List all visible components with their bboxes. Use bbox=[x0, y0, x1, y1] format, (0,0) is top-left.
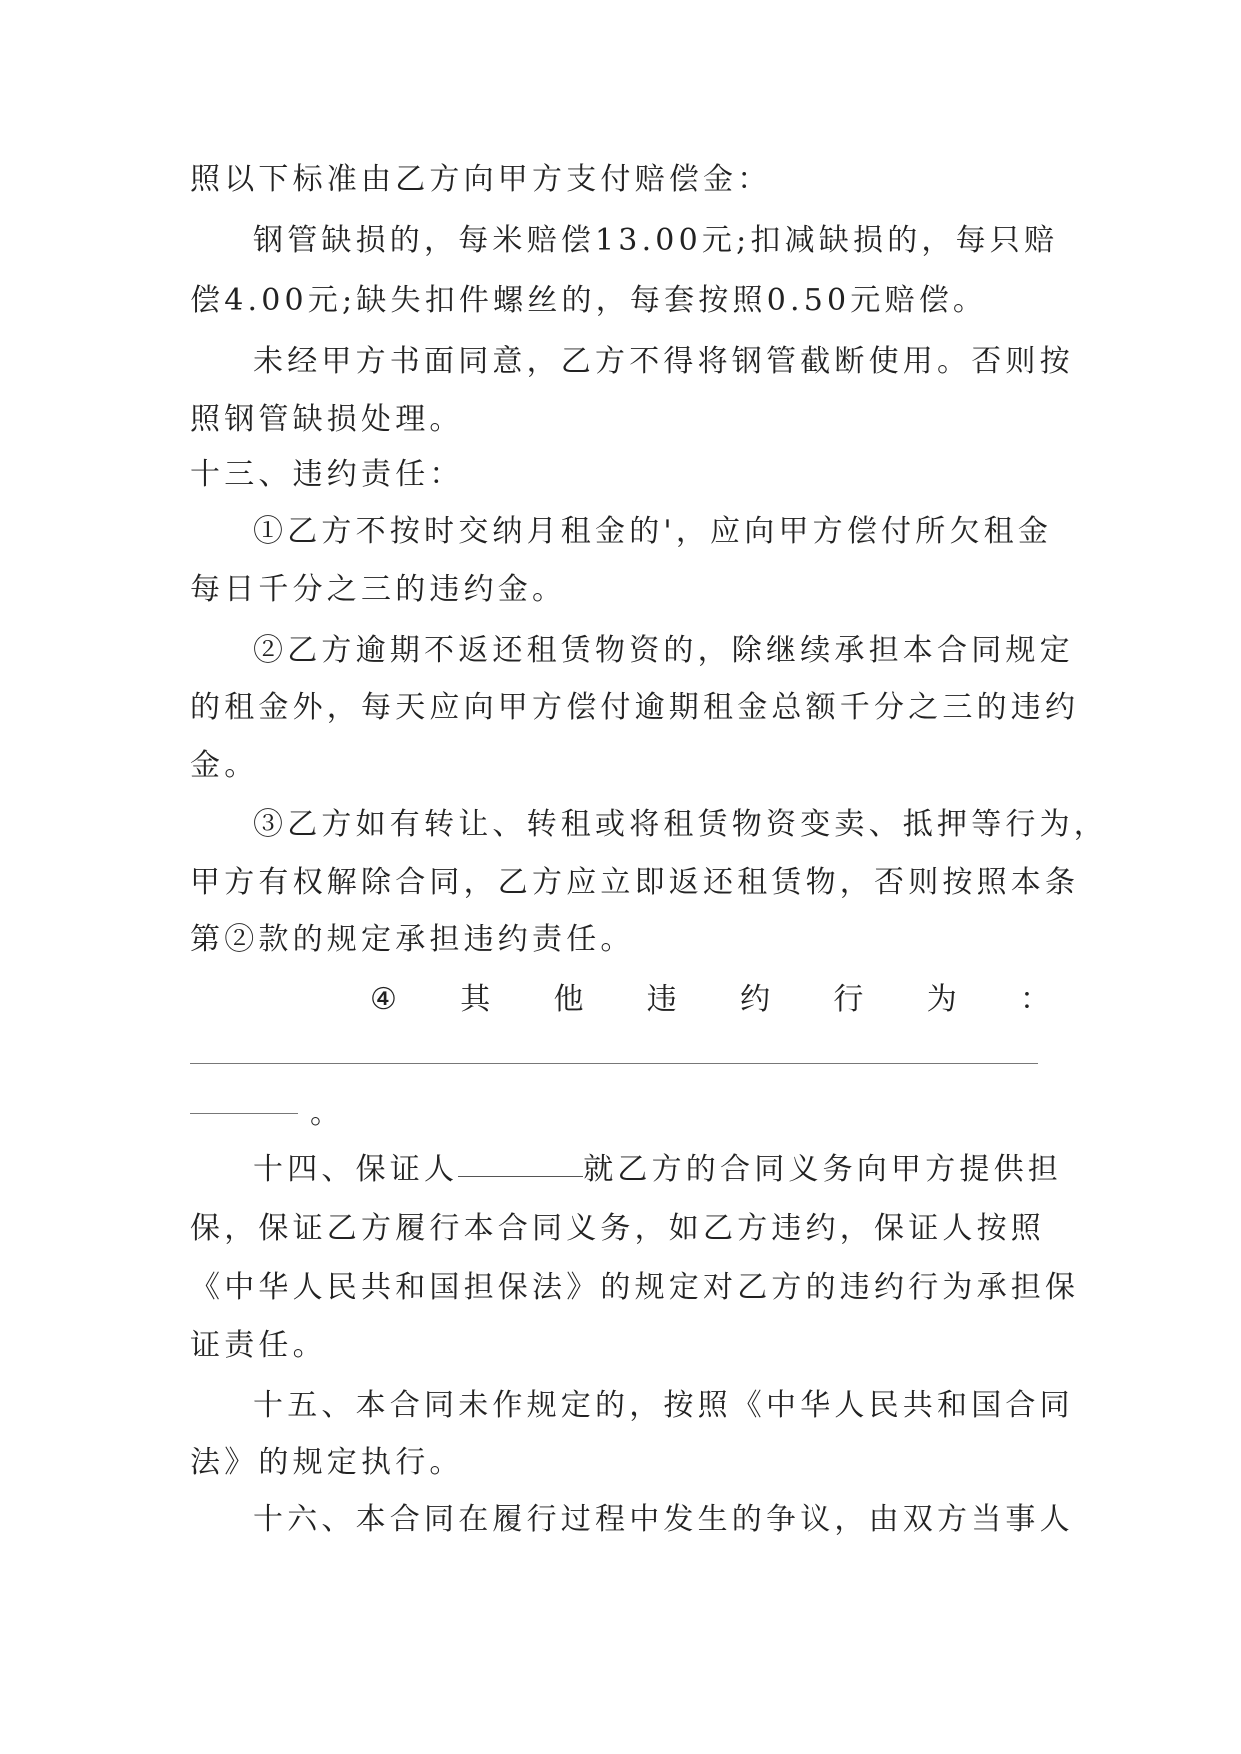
guarantor-line bbox=[253, 1150, 1063, 1190]
char: ： bbox=[1019, 982, 1050, 1017]
text-line: 照以下标准由乙方向甲方支付赔偿金： bbox=[190, 162, 772, 197]
other-breach-line bbox=[370, 980, 1050, 1020]
char: 违 bbox=[646, 982, 677, 1017]
text-line: 十五、本合同未作规定的，按照《中华人民共和国合同 bbox=[253, 1388, 1074, 1423]
text-segment: 就乙方的合同义务向甲方提供担 bbox=[583, 1152, 1063, 1187]
text-line: 照钢管缺损处理。 bbox=[190, 402, 464, 437]
char: 约 bbox=[740, 982, 771, 1017]
text-line: 十六、本合同在履行过程中发生的争议，由双方当事人 bbox=[253, 1502, 1074, 1537]
char: 他 bbox=[553, 982, 584, 1017]
text-line: ③乙方如有转让、转租或将租赁物资变卖、抵押等行为， bbox=[253, 807, 1108, 842]
text-line: ②乙方逾期不返还租赁物资的，除继续承担本合同规定 bbox=[253, 633, 1074, 668]
text-line: 每日千分之三的违约金。 bbox=[190, 572, 567, 607]
period-mark: 。 bbox=[310, 1096, 345, 1131]
text-line: 保，保证乙方履行本合同义务，如乙方违约，保证人按照 bbox=[190, 1211, 1045, 1246]
text-line: ①乙方不按时交纳月租金的'，应向甲方偿付所欠租金 bbox=[253, 514, 1053, 549]
text-line: 的租金外，每天应向甲方偿付逾期租金总额千分之三的违约 bbox=[190, 690, 1080, 725]
text-segment: 十四、保证人 bbox=[253, 1152, 459, 1187]
char: ④ bbox=[370, 982, 397, 1017]
text-line: 金。 bbox=[190, 748, 259, 783]
text-line: 证责任。 bbox=[190, 1328, 327, 1363]
char: 其 bbox=[460, 982, 491, 1017]
text-line: 偿4.00元;缺失扣件螺丝的，每套按照0.50元赔偿。 bbox=[190, 283, 988, 318]
text-line: 第②款的规定承担违约责任。 bbox=[190, 922, 635, 957]
text-line: 《中华人民共和国担保法》的规定对乙方的违约行为承担保 bbox=[190, 1270, 1080, 1305]
fill-in-blank-short bbox=[190, 1113, 298, 1114]
text-line: 法》的规定执行。 bbox=[190, 1445, 464, 1480]
section-heading: 十三、违约责任： bbox=[190, 457, 464, 492]
fill-in-blank-line bbox=[190, 1063, 1038, 1064]
text-line: 未经甲方书面同意，乙方不得将钢管截断使用。否则按 bbox=[253, 344, 1074, 379]
text-line: 钢管缺损的，每米赔偿13.00元;扣减缺损的，每只赔 bbox=[253, 223, 1059, 258]
char: 为 bbox=[926, 982, 957, 1017]
text-line: 甲方有权解除合同，乙方应立即返还租赁物，否则按照本条 bbox=[190, 865, 1080, 900]
guarantor-blank bbox=[458, 1174, 583, 1177]
char: 行 bbox=[833, 982, 864, 1017]
